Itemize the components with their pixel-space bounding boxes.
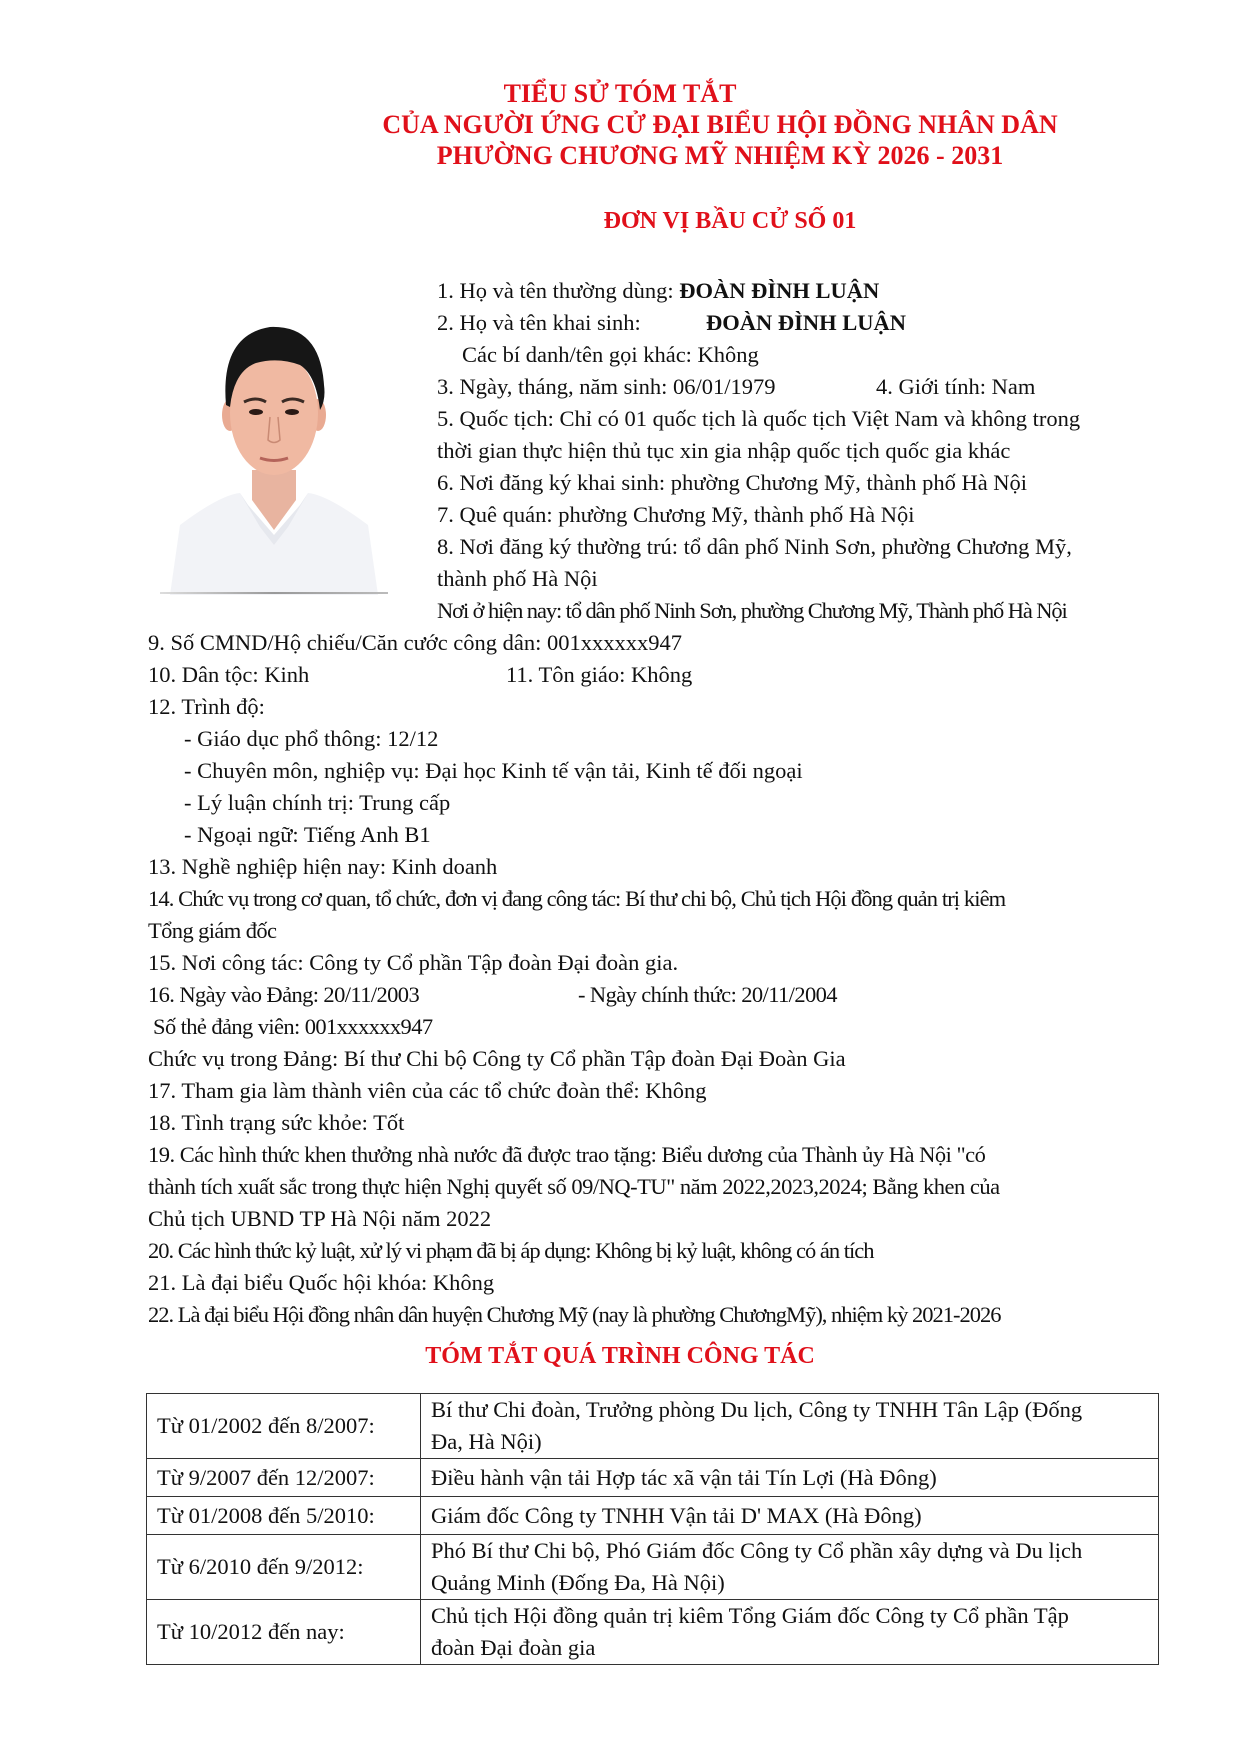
field-current-residence: Nơi ở hiện nay: tổ dân phố Ninh Sơn, phường Chương Mỹ, Thành phố Hà Nội	[437, 598, 1067, 623]
period-cell: Từ 01/2008 đến 5/2010:	[147, 1497, 421, 1535]
field-birth-registration: 6. Nơi đăng ký khai sinh: phường Chương Mỹ, thành phố Hà Nội	[437, 470, 1028, 495]
field-position: 14. Chức vụ trong cơ quan, tổ chức, đơn vị đang công tác: Bí thư chi bộ, Chủ tịch Hội đồng quản trị kiêm	[148, 886, 1006, 911]
description-cell: Phó Bí thư Chi bộ, Phó Giám đốc Công ty Cổ phần xây dựng và Du lịch Quảng Minh (Đống Đa, Hà Nội)	[421, 1535, 1159, 1600]
field-nationality-cont: thời gian thực hiện thủ tục xin gia nhập quốc tịch quốc gia khác	[437, 438, 1011, 463]
table-row	[147, 1459, 1159, 1497]
field-national-assembly: 21. Là đại biểu Quốc hội khóa: Không	[148, 1270, 495, 1295]
description-cell: Bí thư Chi đoàn, Trưởng phòng Du lịch, Công ty TNHH Tân Lập (Đống Đa, Hà Nội)	[421, 1394, 1159, 1459]
field-awards-cont: thành tích xuất sắc trong thực hiện Nghị quyết số 09/NQ-TU" năm 2022,2023,2024; Bằng khen của	[148, 1174, 1000, 1199]
field-awards-cont-2: Chủ tịch UBND TP Hà Nội năm 2022	[148, 1206, 492, 1231]
education-general: - Giáo dục phổ thông: 12/12	[184, 726, 439, 751]
field-ethnicity: 10. Dân tộc: Kinh	[148, 662, 310, 687]
doc-subtitle-1: CỦA NGƯỜI ỨNG CỬ ĐẠI BIỂU HỘI ĐỒNG NHÂN DÂN	[382, 110, 1058, 139]
field-religion: 11. Tôn giáo: Không	[506, 662, 693, 687]
period-cell: Từ 6/2010 đến 9/2012:	[147, 1535, 421, 1600]
field-party-position: Chức vụ trong Đảng: Bí thư Chi bộ Công ty Cổ phần Tập đoàn Đại Đoàn Gia	[148, 1046, 846, 1071]
field-party-join-date: 16. Ngày vào Đảng: 20/11/2003	[148, 982, 420, 1007]
table-row	[147, 1535, 1159, 1600]
field-birth-name: 2. Họ và tên khai sinh:	[437, 310, 641, 335]
field-awards: 19. Các hình thức khen thưởng nhà nước đã được trao tặng: Biểu dương của Thành ủy Hà Nội "có	[148, 1142, 986, 1167]
doc-title: TIỂU SỬ TÓM TẮT	[503, 79, 737, 108]
candidate-name: ĐOÀN ĐÌNH LUẬN	[679, 278, 880, 303]
career-table	[146, 1393, 1159, 1665]
education-political: - Lý luận chính trị: Trung cấp	[184, 790, 451, 815]
field-party-official-date: - Ngày chính thức: 20/11/2004	[578, 982, 837, 1007]
field-position-cont: Tổng giám đốc	[148, 918, 277, 943]
portrait-icon	[160, 295, 388, 595]
field-hometown: 7. Quê quán: phường Chương Mỹ, thành phố Hà Nội	[437, 502, 915, 527]
field-health: 18. Tình trạng sức khỏe: Tốt	[148, 1110, 405, 1135]
period-cell: Từ 9/2007 đến 12/2007:	[147, 1459, 421, 1497]
field-discipline: 20. Các hình thức kỷ luật, xử lý vi phạm đã bị áp dụng: Không bị kỷ luật, không có án tích	[148, 1238, 874, 1263]
field-alias: Các bí danh/tên gọi khác: Không	[462, 342, 759, 367]
field-gender: 4. Giới tính: Nam	[876, 374, 1036, 399]
photo-edge	[160, 592, 388, 594]
field-dob: 3. Ngày, tháng, năm sinh: 06/01/1979	[437, 374, 776, 399]
field-workplace: 15. Nơi công tác: Công ty Cổ phần Tập đoàn Đại đoàn gia.	[148, 950, 679, 975]
doc-subtitle-2: PHƯỜNG CHƯƠNG MỸ NHIỆM KỲ 2026 - 2031	[436, 141, 1004, 170]
field-common-name: 1. Họ và tên thường dùng: ĐOÀN ĐÌNH LUẬN	[437, 278, 880, 303]
period-cell: Từ 01/2002 đến 8/2007:	[147, 1394, 421, 1459]
field-occupation: 13. Nghề nghiệp hiện nay: Kinh doanh	[148, 854, 498, 879]
description-cell: Điều hành vận tải Hợp tác xã vận tải Tín Lợi (Hà Đông)	[421, 1459, 1159, 1497]
field-council-delegate: 22. Là đại biểu Hội đồng nhân dân huyện Chương Mỹ (nay là phường ChươngMỹ), nhiệm kỳ 2021-2026	[148, 1302, 1001, 1327]
electoral-unit: ĐƠN VỊ BẦU CỬ SỐ 01	[603, 208, 857, 234]
field-id-number: 9. Số CMND/Hộ chiếu/Căn cước công dân: 001xxxxxx947	[148, 630, 683, 655]
birth-name-value: ĐOÀN ĐÌNH LUẬN	[706, 310, 907, 335]
field-permanent-residence-cont: thành phố Hà Nội	[437, 566, 598, 591]
candidate-photo	[160, 295, 388, 595]
description-cell: Giám đốc Công ty TNHH Vận tải D' MAX (Hà Đông)	[421, 1497, 1159, 1535]
field-permanent-residence: 8. Nơi đăng ký thường trú: tổ dân phố Ninh Sơn, phường Chương Mỹ,	[437, 534, 1072, 559]
table-row	[147, 1600, 1159, 1665]
education-language: - Ngoại ngữ: Tiếng Anh B1	[184, 822, 431, 847]
table-row	[147, 1394, 1159, 1459]
field-party-card: Số thẻ đảng viên: 001xxxxxx947	[148, 1014, 433, 1039]
field-education: 12. Trình độ:	[148, 694, 265, 719]
description-cell: Chủ tịch Hội đồng quản trị kiêm Tổng Giám đốc Công ty Cổ phần Tập đoàn Đại đoàn gia	[421, 1600, 1159, 1665]
field-organizations: 17. Tham gia làm thành viên của các tổ chức đoàn thể: Không	[148, 1078, 707, 1103]
table-row	[147, 1497, 1159, 1535]
period-cell: Từ 10/2012 đến nay:	[147, 1600, 421, 1665]
education-professional: - Chuyên môn, nghiệp vụ: Đại học Kinh tế vận tải, Kinh tế đối ngoại	[184, 758, 803, 783]
career-section-title: TÓM TẮT QUÁ TRÌNH CÔNG TÁC	[425, 1343, 815, 1369]
field-nationality: 5. Quốc tịch: Chỉ có 01 quốc tịch là quốc tịch Việt Nam và không trong	[437, 406, 1081, 431]
